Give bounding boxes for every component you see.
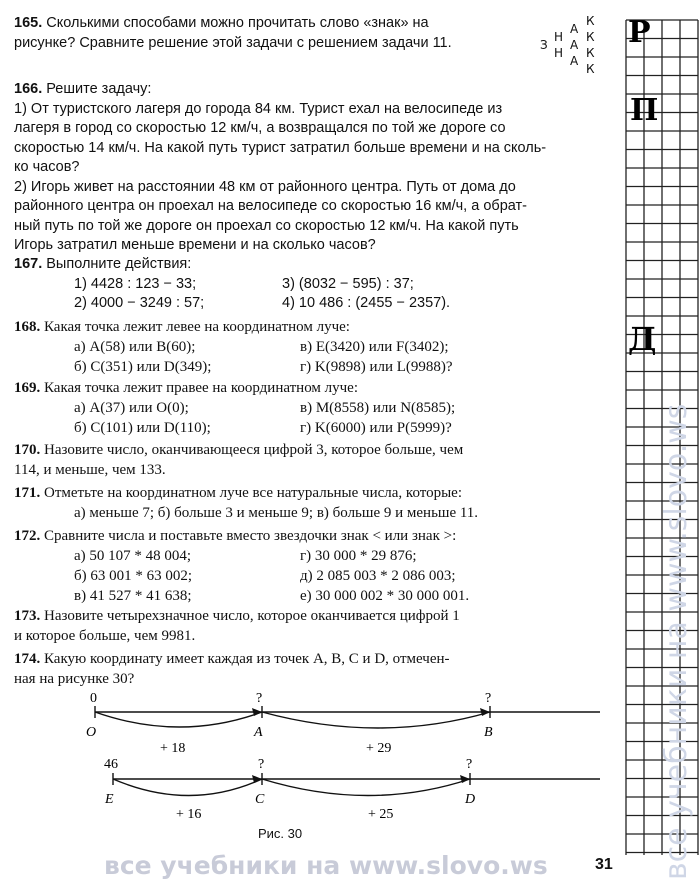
item: б) C(101) или D(110); [74,420,211,436]
problem-number: 173. [14,608,41,624]
unknown-mark: ? [256,691,263,706]
puzzle-letter: А [570,54,579,68]
problem-text-line: 1) От туристского лагеря до города 84 км. Турист ехал на велосипеде из [14,100,503,117]
problem-number: 172. [14,528,41,544]
problem-title: Решите задачу: [46,81,152,97]
point-label-D: D [465,792,476,807]
step-label: + 16 [176,807,202,822]
problem-text-line: 114, и меньше, чем 133. [14,462,166,478]
watermark: все учебники на www.slovo.ws [659,403,694,880]
label-start-0: 0 [90,691,97,706]
problem-number: 171. [14,485,41,501]
item: г) K(6000) или P(5999)? [300,420,452,436]
step-label: + 25 [368,807,394,822]
puzzle-letter: К [586,46,595,60]
item: в) E(3420) или F(3402); [300,339,449,355]
puzzle-letter: А [570,22,579,36]
puzzle-letter: З [540,38,548,52]
problem-title: Выполните действия: [46,256,192,272]
point-label-C: C [255,792,265,807]
expression: 1) 4428 : 123 − 33; [74,275,197,292]
problem-number: 168. [14,319,41,335]
point-label-B: B [484,725,493,740]
item: б) 63 001 * 63 002; [74,568,193,584]
item: а) A(37) или O(0); [74,400,189,416]
unknown-mark: ? [466,757,473,772]
step-label: + 29 [366,741,392,756]
puzzle-letter: К [586,14,595,28]
problem-text-line: Какую координату имеет каждая из точек A, B, C и D, отмечен- [44,651,450,667]
item: д) 2 085 003 * 2 086 003; [300,568,456,584]
problem-number: 170. [14,442,41,458]
expression: 2) 4000 − 3249 : 57; [74,295,205,311]
point-label-A: A [254,725,263,740]
problem-text-line: районного центра он проехал на велосипеде со скоростью 16 км/ч, а обрат- [14,198,527,214]
problem-text-line: и которое больше, чем 9981. [14,628,196,644]
unknown-mark: ? [258,757,265,772]
problem-title: Какая точка лежит правее на координатном луче: [44,380,359,396]
item: а) A(58) или B(60); [74,339,196,355]
problem-text-line: рисунке? Сравните решение этой задачи с решением задачи 11. [14,34,452,51]
figure-caption: Рис. 30 [258,826,303,841]
step-label: + 18 [160,741,186,756]
problem-text-line: ный путь по той же дороге он проехал со скоростью 12 км/ч. На какой путь [14,217,519,234]
problem-text-line: Сколькими способами можно прочитать слово «знак» на [46,15,429,31]
margin-letter-r: Р [628,15,651,50]
problem-text-line: Игорь затратил меньше времени и на сколько часов? [14,237,376,253]
problem-text-line: Назовите четырехзначное число, которое оканчивается цифрой 1 [44,608,460,624]
label-start-46: 46 [104,757,118,772]
puzzle-letter: А [570,38,579,52]
problem-number: 169. [14,380,41,396]
puzzle-letter: Н [554,30,564,44]
problem-text-line: ко часов? [14,159,80,175]
problem-text-line: Назовите число, оканчивающееся цифрой 3, которое больше, чем [44,442,464,458]
item: г) K(9898) или L(9988)? [300,359,453,375]
problem-text-line: ная на рисунке 30? [14,671,135,687]
puzzle-letter: Н [554,46,564,60]
expression: 3) (8032 − 595) : 37; [282,275,414,292]
problem-text-line: Отметьте на координатном луче все натуральные числа, которые: [44,485,463,501]
item: в) M(8558) или N(8585); [300,400,456,416]
margin-letter-p: П [630,93,659,128]
unknown-mark: ? [485,691,492,706]
puzzle-letter: К [586,30,595,44]
item: б) C(351) или D(349); [74,359,212,375]
item: в) 41 527 * 41 638; [74,588,192,604]
problem-text-line: лагеря в город со скоростью 12 км/ч, а возвращался по той же дороге со [14,120,506,136]
problem-text-line: скоростью 14 км/ч. На какой путь турист затратил больше времени и на сколь- [14,139,547,156]
problem-text-line: а) меньше 7; б) больше 3 и меньше 9; в) больше 9 и меньше 11. [74,505,479,521]
item: а) 50 107 * 48 004; [74,548,192,564]
point-label-E: E [105,792,114,807]
problem-number: 167. [14,256,43,272]
item: г) 30 000 * 29 876; [300,548,417,564]
problem-number: 174. [14,651,41,667]
point-label-O: O [86,725,97,740]
margin-letter-d: Д [628,320,657,358]
problem-number: 165. [14,15,43,31]
problem-title: Сравните числа и поставьте вместо звездочки знак < или знак >: [44,528,457,544]
puzzle-letter: К [586,62,595,76]
expression: 4) 10 486 : (2455 − 2357). [282,295,451,311]
problem-number: 166. [14,81,43,97]
problem-text-line: 2) Игорь живет на расстоянии 48 км от районного центра. Путь от дома до [14,178,516,195]
item: е) 30 000 002 * 30 000 001. [300,588,470,604]
problem-title: Какая точка лежит левее на координатном луче: [44,319,350,335]
footer-site-text: все учебники на www.slovo.ws [104,851,548,880]
page-number: 31 [595,856,613,873]
